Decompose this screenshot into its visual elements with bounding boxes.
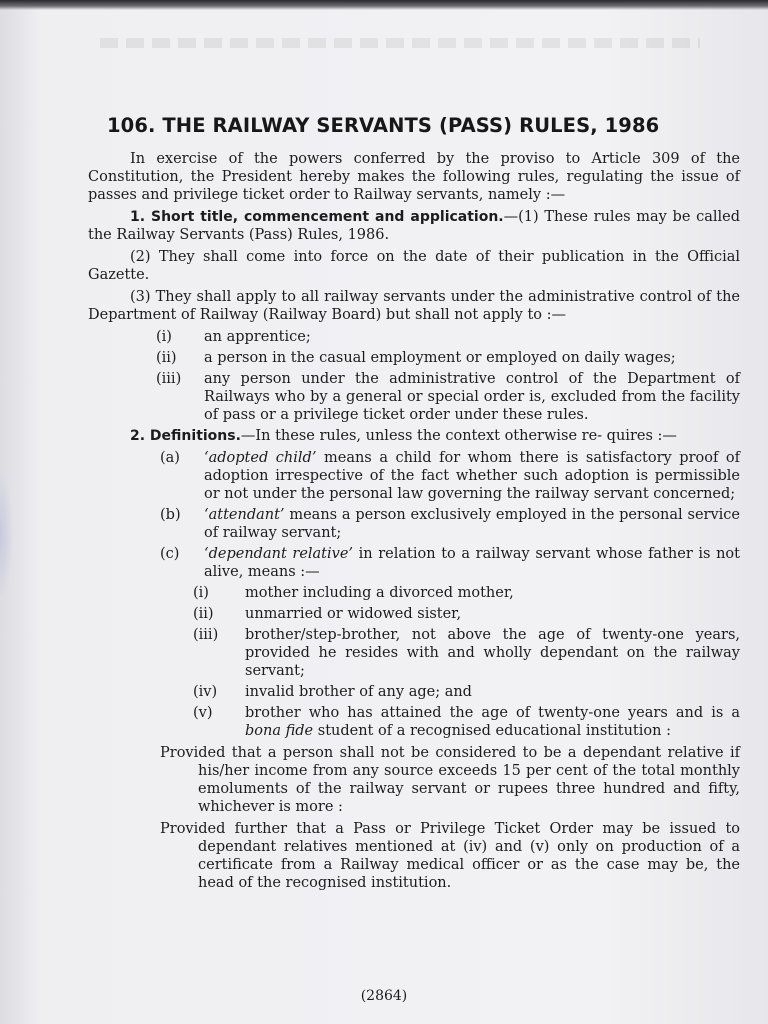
- rule-1-paragraph: [88, 208, 740, 244]
- rule-2-heading: 2. Definitions.: [130, 428, 241, 444]
- relative-item: [88, 605, 740, 623]
- defined-term: ‘adopted child’: [204, 450, 317, 466]
- item-number: (iii): [193, 627, 219, 643]
- definition-text: in relation to a railway servant whose father is not alive, means :—: [204, 546, 740, 580]
- item-number: (b): [160, 507, 181, 523]
- item-text: [245, 704, 740, 740]
- item-text-part: brother who has attained the age of twenty-one years and is a: [245, 705, 740, 721]
- item-number: (ii): [193, 606, 214, 622]
- item-text: invalid brother of any age; and: [245, 684, 472, 700]
- item-text: [204, 449, 740, 503]
- bleed-through-text: [100, 38, 700, 48]
- item-text: [204, 506, 740, 542]
- defined-term: ‘dependant relative’: [204, 546, 354, 562]
- defined-term: ‘attendant’: [204, 507, 285, 523]
- document-body: [88, 150, 740, 896]
- definition-item: [88, 545, 740, 581]
- item-number: (iii): [156, 371, 182, 387]
- rule-1-text: —(1) These rules may be called the Railway Servants (Pass) Rules, 1986.: [88, 209, 741, 243]
- rule-2-paragraph: [88, 427, 740, 445]
- proviso-further-paragraph: Provided further that a Pass or Privilege Ticket Order may be issued to dependant relatives mentioned at (iv) and (v) only on production of a certificate from a Railway medical officer or as the case may be, the head of the recognised institution.: [160, 821, 740, 891]
- item-number: (i): [156, 329, 172, 345]
- item-text: any person under the administrative control of the Department of Railways who by a general or special order is, excluded from the facility of pass or a privilege ticket order under these rules.: [204, 371, 740, 423]
- item-text: an apprentice;: [204, 329, 311, 345]
- italic-phrase: bona fide: [245, 723, 314, 739]
- exclusion-item: [88, 328, 740, 346]
- definition-text: means a child for whom there is satisfactory proof of adoption irrespective of the fact whether such adoption is permissible or not under the personal law governing the railway servant concerned;: [204, 450, 740, 502]
- item-text: brother/step-brother, not above the age of twenty-one years, provided he resides with and wholly dependant on the railway servant;: [245, 627, 740, 679]
- intro-paragraph: In exercise of the powers conferred by the proviso to Article 309 of the Constitution, the President hereby makes the following rules, regulating the issue of passes and privilege ticket order to Railway servants, namely :—: [88, 151, 740, 203]
- relative-item: [88, 584, 740, 602]
- relative-item: [88, 683, 740, 701]
- item-text: mother including a divorced mother,: [245, 585, 514, 601]
- proviso-paragraph: Provided that a person shall not be considered to be a dependant relative if his/her income from any source exceeds 15 per cent of the total monthly emoluments of the railway servant or rupees three hundred and fifty, whichever is more :: [160, 745, 740, 815]
- relative-item: [88, 626, 740, 680]
- relative-item: [88, 704, 740, 740]
- scan-top-edge: [0, 0, 768, 10]
- definition-text: means a person exclusively employed in the personal service of railway servant;: [204, 507, 740, 541]
- item-number: (c): [160, 546, 180, 562]
- exclusion-item: [88, 370, 740, 424]
- item-text: a person in the casual employment or employed on daily wages;: [204, 350, 676, 366]
- definition-item: [88, 506, 740, 542]
- item-number: (v): [193, 705, 213, 721]
- rule-1-sub-2: (2) They shall come into force on the date of their publication in the Official Gazette.: [88, 249, 740, 283]
- margin-stain: [0, 470, 14, 600]
- item-number: (i): [193, 585, 209, 601]
- exclusion-item: [88, 349, 740, 367]
- rule-1-sub-3: (3) They shall apply to all railway servants under the administrative control of the Department of Railway (Railway Board) but shall not apply to :—: [88, 289, 740, 323]
- page-title: 106. THE RAILWAY SERVANTS (PASS) RULES, 1986: [107, 114, 660, 137]
- page-number: (2864): [360, 988, 408, 1004]
- item-number: (a): [160, 450, 180, 466]
- item-number: (iv): [193, 684, 218, 700]
- item-text-part: student of a recognised educational institution :: [313, 723, 671, 739]
- item-text: [204, 545, 740, 581]
- item-number: (ii): [156, 350, 177, 366]
- item-text: unmarried or widowed sister,: [245, 606, 462, 622]
- rule-1-heading: 1. Short title, commencement and application.: [130, 209, 504, 225]
- definition-item: [88, 449, 740, 503]
- rule-2-text: —In these rules, unless the context otherwise re- quires :—: [240, 428, 677, 444]
